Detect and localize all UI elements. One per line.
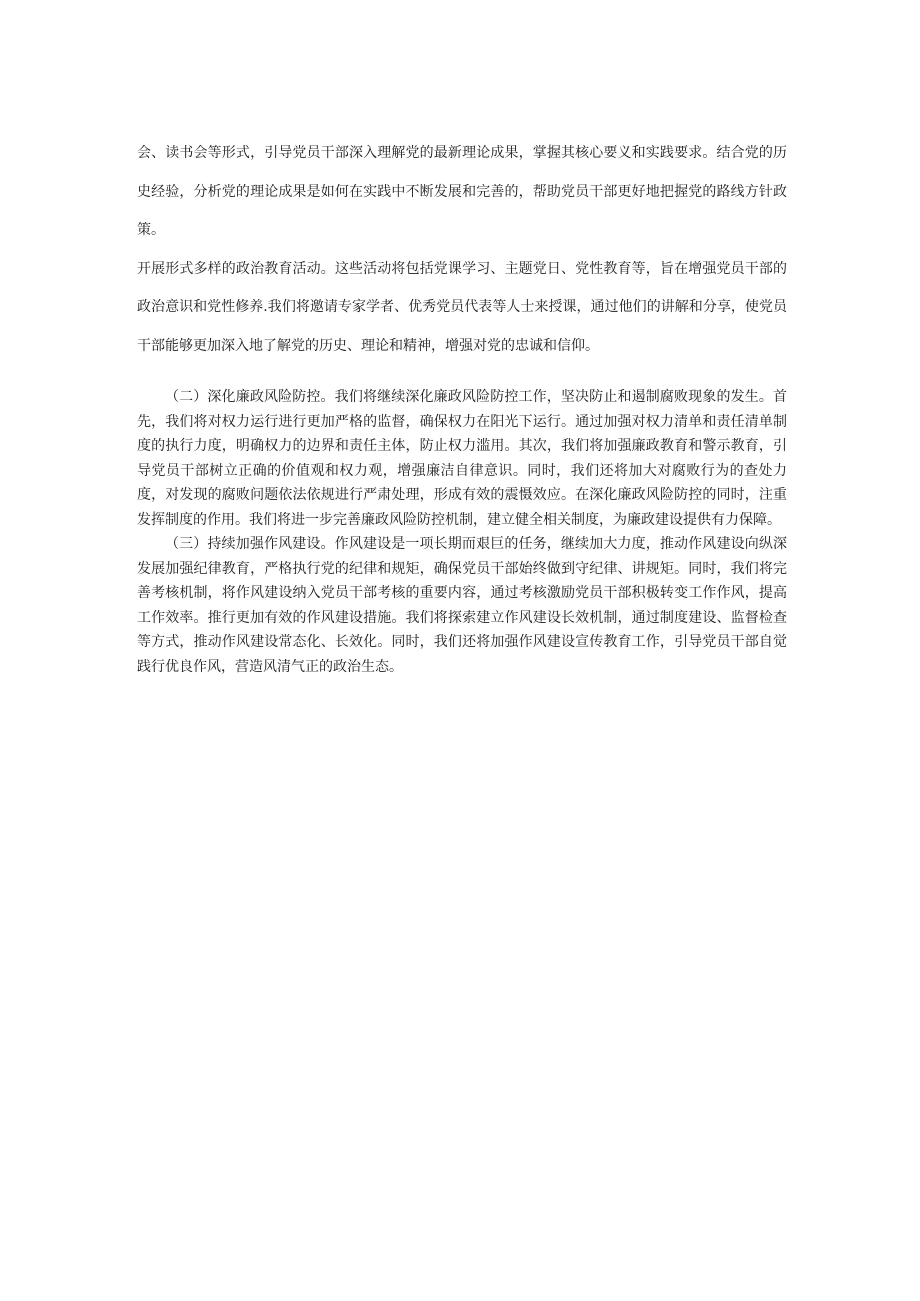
- section-three-paragraph: （三）持续加强作风建设。作风建设是一项长期而艰巨的任务，继续加大力度，推动作风建设向纵深发展加强纪律教育，严格执行党的纪律和规矩，确保党员干部始终做到守纪律、讲规矩。同时，我们将完善考核机制，将作风建设纳入党员干部考核的重要内容，通过考核激励党员干部积极转变工作作风，提高工作效率。推行更加有效的作风建设措施。我们将探索建立作风建设长效机制，通过制度建设、监督检查等方式，推动作风建设常态化、长效化。同时，我们还将加强作风建设宣传教育工作，引导党员干部自觉践行优良作风，营造风清气正的政治生态。: [137, 536, 787, 675]
- wide-spaced-text-block: [137, 134, 787, 366]
- section-two-paragraph: （二）深化廉政风险防控。我们将继续深化廉政风险防控工作，坚决防止和遏制腐败现象的发生。首先，我们将对权力运行进行更加严格的监督，确保权力在阳光下运行。通过加强对权力清单和责任清单制度的执行力度，明确权力的边界和责任主体，防止权力滥用。其次，我们将加强廉政教育和警示教育，引导党员干部树立正确的价值观和权力观，增强廉洁自律意识。同时，我们还将加大对腐败行为的查处力度，对发现的腐败问题依法依规进行严肃处理，形成有效的震慑效应。在深化廉政风险防控的同时，注重发挥制度的作用。我们将进一步完善廉政风险防控机制，建立健全相关制度，为廉政建设提供有力保障。: [137, 389, 787, 528]
- sections-text-block: [137, 385, 787, 679]
- intro-paragraph: 会、读书会等形式，引导党员干部深入理解党的最新理论成果，掌握其核心要义和实践要求。结合党的历史经验，分析党的理论成果是如何在实践中不断发展和完善的，帮助党员干部更好地把握党的路线方针政策。: [137, 145, 787, 239]
- activities-paragraph: 开展形式多样的政治教育活动。这些活动将包括党课学习、主题党日、党性教育等，旨在增强党员干部的政治意识和党性修养.我们将邀请专家学者、优秀党员代表等人士来授课，通过他们的讲解和分享，使党员干部能够更加深入地了解党的历史、理论和精神，增强对党的忠诚和信仰。: [137, 260, 787, 354]
